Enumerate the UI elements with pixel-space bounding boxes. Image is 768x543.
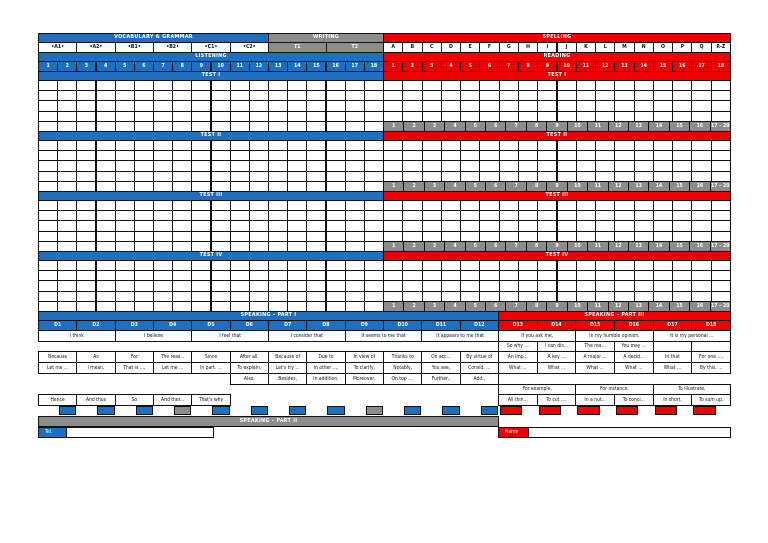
checkbox-right-4[interactable] — [655, 406, 677, 415]
score-cell-12: 13 — [628, 181, 649, 192]
phrase-cell[interactable]: Due to — [306, 351, 345, 363]
listening-number-3: 4 — [96, 61, 116, 72]
listening-number-10: 11 — [230, 61, 250, 72]
listening-number-17: 18 — [364, 61, 384, 72]
phrase-cell[interactable]: In addition, — [306, 373, 345, 385]
speaking-part3-header: SPEAKING – PART III — [498, 311, 731, 321]
score-cell-8: 9 — [546, 181, 567, 192]
phrase-cell[interactable]: You see, — [421, 362, 460, 374]
phrase-cell[interactable]: A major ... — [575, 351, 615, 363]
score-cell-2: 3 — [424, 241, 445, 252]
spelling-header: SPELLING — [383, 33, 731, 43]
letter-cell-6[interactable]: G — [499, 42, 519, 53]
phrase-cell[interactable]: So — [115, 394, 154, 406]
score-cell-6: 7 — [505, 121, 526, 132]
score-cell-0: 1 — [383, 181, 404, 192]
speaking-code-4: D5 — [191, 320, 230, 331]
phrase-cell[interactable]: Moreover, — [345, 373, 384, 385]
worksheet-grid — [38, 33, 730, 503]
score-cell-5: 6 — [485, 121, 506, 132]
phrase-cell[interactable]: All thin... — [498, 394, 538, 406]
checkbox-right-0[interactable] — [500, 406, 522, 415]
score-cell-8: 9 — [546, 121, 567, 132]
reading-test-header: TEST III — [383, 191, 731, 201]
score-cell-12: 13 — [628, 121, 649, 132]
score-cell-12: 13 — [628, 301, 649, 312]
phrase-cell[interactable]: Hence — [38, 394, 77, 406]
checkbox-3[interactable] — [174, 406, 191, 415]
speaking-code-7: D8 — [306, 320, 345, 331]
score-cell-1: 2 — [403, 241, 424, 252]
letter-cell-16[interactable]: Q — [691, 42, 711, 53]
phrase-cell[interactable]: That's why — [191, 394, 230, 406]
listening-test-header: TEST III — [38, 191, 384, 201]
phrase-cell[interactable]: Also, — [230, 373, 269, 385]
checkbox-0[interactable] — [59, 406, 76, 415]
checkbox-4[interactable] — [212, 406, 229, 415]
reading-number-15: 16 — [672, 61, 692, 72]
checkbox-9[interactable] — [404, 406, 421, 415]
score-cell-16: 17 – 20 — [710, 241, 731, 252]
opinion-phrase[interactable]: I believe — [115, 330, 193, 342]
score-cell-0: 1 — [383, 121, 404, 132]
score-cell-16: 17 – 20 — [710, 121, 731, 132]
phrase-cell[interactable]: An imp... — [498, 351, 538, 363]
reading-number-7: 8 — [518, 61, 538, 72]
listening-number-0: 1 — [38, 61, 58, 72]
speaking-code-1: D2 — [76, 320, 115, 331]
opinion-phrase[interactable]: I consider that — [268, 330, 346, 342]
phrase-cell[interactable]: I mean, — [76, 362, 115, 374]
score-cell-9: 10 — [567, 301, 588, 312]
speaking-code-2: D3 — [115, 320, 154, 331]
score-cell-5: 6 — [485, 181, 506, 192]
score-cell-13: 14 — [648, 121, 669, 132]
phrase-cell[interactable]: Let me ... — [153, 362, 192, 374]
opinion-phrase[interactable]: I think — [38, 330, 116, 342]
vocab-grammar-header: VOCABULARY & GRAMMAR — [38, 33, 269, 43]
checkbox-2[interactable] — [136, 406, 153, 415]
letter-cell-10[interactable]: K — [576, 42, 596, 53]
listening-number-2: 3 — [76, 61, 96, 72]
score-cell-15: 16 — [689, 121, 710, 132]
phrase-cell[interactable]: What ... — [498, 362, 538, 374]
phrase-cell[interactable]: In part. ... — [191, 362, 230, 374]
phrase-cell[interactable]: To clarify, — [345, 362, 384, 374]
phrase-cell[interactable]: For one ..., — [691, 351, 731, 363]
writing-t1-cell[interactable]: T1 — [268, 42, 327, 53]
tel-label: Tel. — [38, 427, 67, 438]
phrase-cell[interactable]: So why ... — [498, 341, 538, 352]
phrase-cell[interactable]: A decid... — [614, 351, 654, 363]
phrase-cell[interactable]: In short, — [653, 394, 693, 406]
reading-number-3: 4 — [441, 61, 461, 72]
score-cell-3: 4 — [444, 241, 465, 252]
listening-number-6: 7 — [153, 61, 173, 72]
score-cell-13: 14 — [648, 241, 669, 252]
score-cell-14: 15 — [669, 301, 690, 312]
listening-number-8: 9 — [191, 61, 211, 72]
phrase-cell[interactable]: Since — [191, 351, 230, 363]
letter-cell-15[interactable]: P — [672, 42, 692, 53]
score-cell-2: 3 — [424, 181, 445, 192]
score-cell-15: 16 — [689, 241, 710, 252]
speaking3-code-3: D16 — [614, 320, 654, 331]
reading-number-10: 11 — [576, 61, 596, 72]
reading-test-header: TEST I — [383, 71, 731, 81]
listening-number-15: 16 — [326, 61, 346, 72]
score-cell-11: 12 — [608, 121, 629, 132]
reading-number-1: 2 — [402, 61, 422, 72]
level-cell-2[interactable]: •B1• — [115, 42, 154, 53]
score-cell-11: 12 — [608, 301, 629, 312]
letter-cell-1[interactable]: B — [402, 42, 422, 53]
score-cell-9: 10 — [567, 241, 588, 252]
score-cell-16: 17 – 20 — [710, 181, 731, 192]
score-cell-1: 2 — [403, 121, 424, 132]
letter-cell-2[interactable]: C — [422, 42, 442, 53]
letter-cell-17[interactable]: R-Z — [711, 42, 731, 53]
phrase-cell[interactable]: Further., — [421, 373, 460, 385]
phrase-cell[interactable]: After all, — [230, 351, 269, 363]
speaking-code-6: D7 — [268, 320, 307, 331]
phrase-cell[interactable]: You may ... — [614, 341, 654, 352]
score-cell-6: 7 — [505, 181, 526, 192]
letter-cell-12[interactable]: M — [614, 42, 634, 53]
reading-test-header: TEST II — [383, 131, 731, 141]
letter-cell-13[interactable]: N — [634, 42, 654, 53]
phrase-cell[interactable]: To cut ..., — [537, 394, 577, 406]
checkbox-11[interactable] — [481, 406, 498, 415]
listening-number-4: 5 — [115, 61, 135, 72]
opinion-phrase-right[interactable]: If you ask me, — [498, 330, 576, 342]
checkbox-right-5[interactable] — [693, 406, 715, 415]
reading-number-0: 1 — [383, 61, 403, 72]
phrase-cell[interactable]: Add., — [460, 373, 499, 385]
score-cell-13: 14 — [648, 301, 669, 312]
score-cell-1: 2 — [403, 181, 424, 192]
writing-t2-cell[interactable]: T2 — [326, 42, 385, 53]
phrase-cell[interactable]: By virtue of — [460, 351, 499, 363]
writing-header: WRITING — [268, 33, 384, 43]
speaking3-code-0: D13 — [498, 320, 538, 331]
listening-test-header: TEST II — [38, 131, 384, 141]
score-cell-2: 3 — [424, 121, 445, 132]
score-cell-0: 1 — [383, 301, 404, 312]
phrase-cell[interactable]: And thus — [76, 394, 115, 406]
level-cell-5[interactable]: •C2• — [230, 42, 269, 53]
phrase-cell[interactable]: Thanks to — [383, 351, 422, 363]
phrase-cell[interactable]: Notably, — [383, 362, 422, 374]
phrase-cell[interactable]: On acc... — [421, 351, 460, 363]
speaking-code-8: D9 — [345, 320, 384, 331]
phrase-cell[interactable]: To concl... — [614, 394, 654, 406]
speaking-code-11: D12 — [460, 320, 499, 331]
speaking-code-3: D4 — [153, 320, 192, 331]
letter-cell-14[interactable]: O — [653, 42, 673, 53]
listening-header: LISTENING — [38, 52, 384, 62]
reading-number-4: 5 — [460, 61, 480, 72]
phrase-cell[interactable]: In a nut... — [575, 394, 615, 406]
level-cell-4[interactable]: •C1• — [191, 42, 230, 53]
listening-test-header: TEST I — [38, 71, 384, 81]
listening-number-1: 2 — [57, 61, 77, 72]
phrase-cell[interactable]: As — [76, 351, 115, 363]
listening-number-9: 10 — [211, 61, 231, 72]
example-phrase[interactable]: For example, — [498, 384, 576, 395]
phrase-cell[interactable]: In that — [653, 351, 693, 363]
phrase-cell[interactable]: The reas... — [153, 351, 192, 363]
phrase-cell[interactable]: Let me ... — [38, 362, 77, 374]
opinion-phrase[interactable]: I feel that — [191, 330, 269, 342]
score-cell-8: 9 — [546, 241, 567, 252]
speaking-part1-header: SPEAKING – PART I — [38, 311, 499, 321]
opinion-phrase[interactable]: It seems to me that — [345, 330, 423, 342]
score-cell-15: 16 — [689, 181, 710, 192]
score-cell-14: 15 — [669, 181, 690, 192]
score-cell-7: 8 — [526, 121, 547, 132]
phrase-cell[interactable]: What ... — [614, 362, 654, 374]
phrase-cell[interactable]: In view of — [345, 351, 384, 363]
score-cell-9: 10 — [567, 181, 588, 192]
phrase-cell[interactable]: I can dis... — [537, 341, 577, 352]
score-cell-15: 16 — [689, 301, 710, 312]
speaking3-code-2: D15 — [575, 320, 615, 331]
phrase-cell[interactable]: On top ..., — [383, 373, 422, 385]
phrase-cell[interactable]: What ... — [653, 362, 693, 374]
phrase-cell[interactable]: And ther... — [153, 394, 192, 406]
score-cell-3: 4 — [444, 301, 465, 312]
tel-field[interactable] — [66, 427, 214, 438]
score-cell-14: 15 — [669, 121, 690, 132]
letter-cell-8[interactable]: I — [537, 42, 557, 53]
opinion-phrase[interactable]: It appears to me that — [421, 330, 499, 342]
letter-cell-0[interactable]: A — [383, 42, 403, 53]
letter-cell-4[interactable]: E — [460, 42, 480, 53]
score-cell-2: 3 — [424, 301, 445, 312]
score-cell-5: 6 — [485, 241, 506, 252]
score-cell-4: 5 — [465, 301, 486, 312]
name-field[interactable] — [528, 427, 731, 438]
reading-number-16: 17 — [691, 61, 711, 72]
listening-test-header: TEST IV — [38, 251, 384, 261]
phrase-cell[interactable]: Let's try ... — [268, 362, 307, 374]
score-cell-11: 12 — [608, 181, 629, 192]
phrase-cell[interactable]: To sum up, — [691, 394, 731, 406]
phrase-cell[interactable]: Because — [38, 351, 77, 363]
phrase-cell[interactable]: In other ..., — [306, 362, 345, 374]
checkbox-7[interactable] — [327, 406, 344, 415]
checkbox-right-3[interactable] — [616, 406, 638, 415]
phrase-cell[interactable]: For — [115, 351, 154, 363]
speaking-code-5: D6 — [230, 320, 269, 331]
score-cell-7: 8 — [526, 181, 547, 192]
reading-number-6: 7 — [499, 61, 519, 72]
level-cell-0[interactable]: •A1• — [38, 42, 77, 53]
letter-cell-7[interactable]: H — [518, 42, 538, 53]
phrase-cell[interactable]: Because of — [268, 351, 307, 363]
score-cell-5: 6 — [485, 301, 506, 312]
reading-number-17: 18 — [711, 61, 731, 72]
checkbox-right-1[interactable] — [539, 406, 561, 415]
reading-number-9: 10 — [557, 61, 577, 72]
reading-number-8: 9 — [537, 61, 557, 72]
letter-cell-5[interactable]: F — [479, 42, 499, 53]
score-cell-13: 14 — [648, 181, 669, 192]
score-cell-16: 17 – 20 — [710, 301, 731, 312]
checkbox-6[interactable] — [289, 406, 306, 415]
name-label: Name — [498, 427, 529, 438]
reading-number-2: 3 — [422, 61, 442, 72]
score-cell-14: 15 — [669, 241, 690, 252]
phrase-cell[interactable]: That is ..., — [115, 362, 154, 374]
checkbox-10[interactable] — [442, 406, 459, 415]
score-cell-12: 13 — [628, 241, 649, 252]
level-cell-1[interactable]: •A2• — [76, 42, 115, 53]
listening-number-5: 6 — [134, 61, 154, 72]
score-cell-6: 7 — [505, 301, 526, 312]
score-cell-4: 5 — [465, 121, 486, 132]
reading-number-11: 12 — [595, 61, 615, 72]
listening-number-13: 14 — [287, 61, 307, 72]
example-phrase[interactable]: For instance, — [575, 384, 653, 395]
checkbox-8[interactable] — [366, 406, 383, 415]
listening-number-12: 13 — [268, 61, 288, 72]
score-cell-11: 12 — [608, 241, 629, 252]
letter-cell-3[interactable]: D — [441, 42, 461, 53]
score-cell-0: 1 — [383, 241, 404, 252]
phrase-cell[interactable]: A key ... — [537, 351, 577, 363]
reading-number-13: 14 — [634, 61, 654, 72]
listening-number-14: 15 — [306, 61, 326, 72]
speaking-code-9: D10 — [383, 320, 422, 331]
phrase-cell[interactable]: Consid. ... — [460, 362, 499, 374]
speaking3-code-1: D14 — [537, 320, 577, 331]
score-cell-10: 11 — [587, 121, 608, 132]
listening-number-16: 17 — [345, 61, 365, 72]
score-cell-7: 8 — [526, 241, 547, 252]
level-cell-3[interactable]: •B2• — [153, 42, 192, 53]
checkbox-5[interactable] — [251, 406, 268, 415]
speaking3-code-4: D17 — [653, 320, 693, 331]
letter-cell-9[interactable]: J — [557, 42, 577, 53]
opinion-phrase-right[interactable]: In my humble opinion, — [575, 330, 653, 342]
checkbox-1[interactable] — [97, 406, 114, 415]
phrase-cell[interactable]: To explain, — [230, 362, 269, 374]
score-cell-10: 11 — [587, 301, 608, 312]
score-cell-8: 9 — [546, 301, 567, 312]
opinion-phrase-right[interactable]: It is my personal ... — [653, 330, 731, 342]
listening-number-7: 8 — [172, 61, 192, 72]
score-cell-1: 2 — [403, 301, 424, 312]
checkbox-right-2[interactable] — [577, 406, 599, 415]
example-phrase[interactable]: To illustrate, — [653, 384, 731, 395]
speaking-part2-header: SPEAKING – PART II — [38, 416, 499, 427]
listening-number-11: 12 — [249, 61, 269, 72]
speaking-code-10: D11 — [421, 320, 460, 331]
phrase-cell[interactable]: What ... — [575, 362, 615, 374]
letter-cell-11[interactable]: L — [595, 42, 615, 53]
reading-number-5: 6 — [479, 61, 499, 72]
score-cell-10: 11 — [587, 181, 608, 192]
score-cell-3: 4 — [444, 181, 465, 192]
score-cell-4: 5 — [465, 181, 486, 192]
score-cell-4: 5 — [465, 241, 486, 252]
phrase-cell[interactable]: What ... — [537, 362, 577, 374]
phrase-cell[interactable]: By this, ... — [691, 362, 731, 374]
phrase-cell[interactable]: Besides, — [268, 373, 307, 385]
score-cell-10: 11 — [587, 241, 608, 252]
reading-header: READING — [383, 52, 731, 62]
speaking-code-0: D1 — [38, 320, 77, 331]
score-cell-3: 4 — [444, 121, 465, 132]
score-cell-6: 7 — [505, 241, 526, 252]
score-cell-9: 10 — [567, 121, 588, 132]
phrase-cell[interactable]: The rea... — [575, 341, 615, 352]
reading-test-header: TEST IV — [383, 251, 731, 261]
score-cell-7: 8 — [526, 301, 547, 312]
reading-number-14: 15 — [653, 61, 673, 72]
speaking3-code-5: D18 — [691, 320, 731, 331]
reading-number-12: 13 — [614, 61, 634, 72]
